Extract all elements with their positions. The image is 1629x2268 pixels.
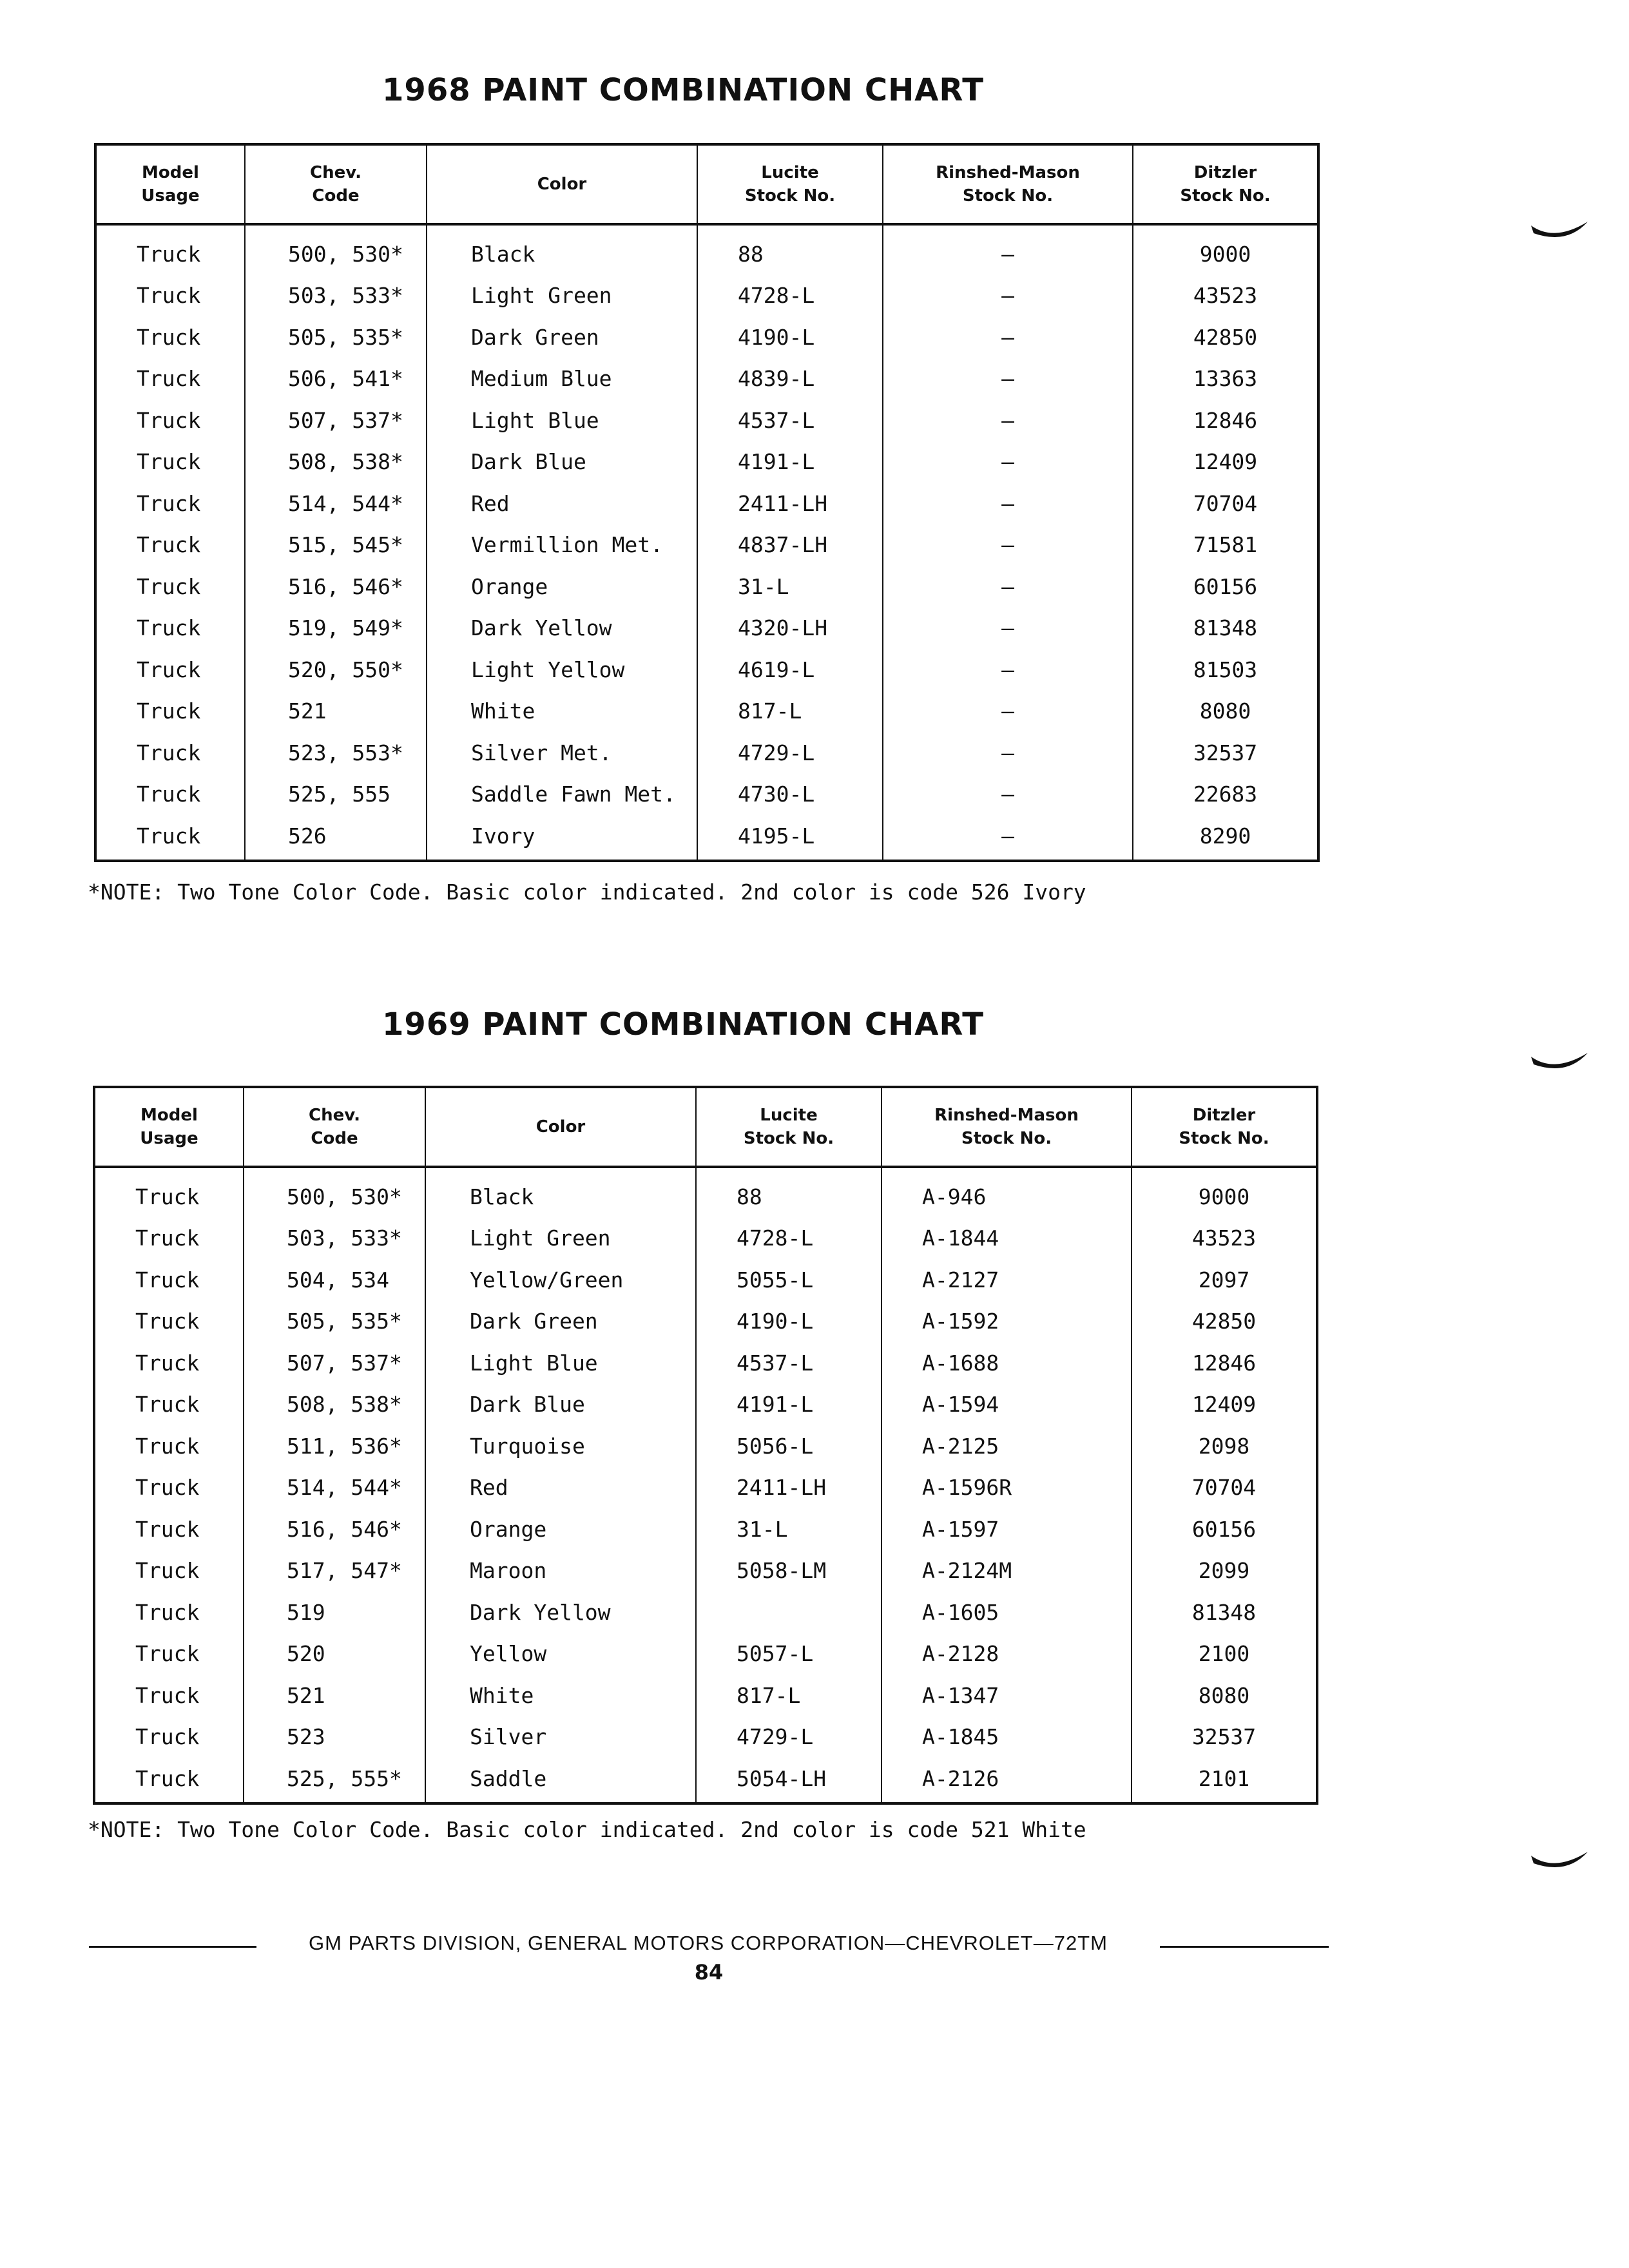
cell-chev-code: 520, 550* (245, 649, 427, 691)
cell-chev-code: 525, 555 (245, 774, 427, 816)
note-1969: *NOTE: Two Tone Color Code. Basic color indicated. 2nd color is code 521 White (88, 1817, 1086, 1842)
cell-lucite-stock: 4728-L (696, 1218, 882, 1260)
cell-ditzler-stock: 12409 (1132, 1384, 1317, 1426)
table-row (94, 1633, 1317, 1675)
cell-color: Light Green (427, 275, 697, 317)
table-row (94, 1384, 1317, 1426)
cell-color: Dark Blue (425, 1384, 696, 1426)
cell-chev-code: 504, 534 (244, 1259, 425, 1301)
cell-chev-code: 514, 544* (245, 483, 427, 524)
header-chev-code: Chev. Code (244, 1087, 425, 1167)
cell-ditzler-stock: 81503 (1133, 649, 1318, 691)
cell-lucite-stock: 31-L (697, 566, 883, 608)
cell-rinshed-mason-stock: — (883, 774, 1133, 816)
cell-lucite-stock: 4619-L (697, 649, 883, 691)
cell-chev-code: 506, 541* (245, 358, 427, 400)
cell-lucite-stock: 4729-L (696, 1716, 882, 1758)
cell-rinshed-mason-stock: — (883, 649, 1133, 691)
header-rinshed-mason: Rinshed-Mason Stock No. (882, 1087, 1132, 1167)
cell-color: Dark Yellow (427, 608, 697, 649)
table-row (95, 815, 1318, 861)
table-row (95, 224, 1318, 275)
cell-color: Dark Green (425, 1301, 696, 1343)
table-row (94, 1467, 1317, 1509)
paint-table-1968 (94, 143, 1320, 862)
table-row (95, 649, 1318, 691)
table-row (95, 774, 1318, 816)
table-header-row (94, 1087, 1317, 1167)
cell-model-usage: Truck (95, 691, 245, 733)
cell-rinshed-mason-stock: A-2124M (882, 1550, 1132, 1592)
cell-lucite-stock: 2411-LH (697, 483, 883, 524)
header-ditzler: Ditzler Stock No. (1133, 144, 1318, 224)
cell-chev-code: 507, 537* (244, 1342, 425, 1384)
page-number: 84 (694, 1960, 724, 1984)
table-row (95, 358, 1318, 400)
cell-color: Maroon (425, 1550, 696, 1592)
cell-ditzler-stock: 32537 (1133, 732, 1318, 774)
cell-color: White (427, 691, 697, 733)
cell-chev-code: 520 (244, 1633, 425, 1675)
cell-chev-code: 507, 537* (245, 399, 427, 441)
cell-lucite-stock: 4190-L (696, 1301, 882, 1343)
cell-color: Light Blue (427, 399, 697, 441)
cell-chev-code: 508, 538* (245, 441, 427, 483)
table-row (94, 1675, 1317, 1716)
cell-model-usage: Truck (95, 224, 245, 275)
cell-model-usage: Truck (94, 1384, 244, 1426)
table-row (95, 399, 1318, 441)
cell-model-usage: Truck (94, 1342, 244, 1384)
cell-ditzler-stock: 9000 (1132, 1167, 1317, 1218)
cell-lucite-stock: 5058-LM (696, 1550, 882, 1592)
cell-model-usage: Truck (94, 1633, 244, 1675)
cell-color: Dark Green (427, 316, 697, 358)
cell-model-usage: Truck (94, 1301, 244, 1343)
cell-ditzler-stock: 2100 (1132, 1633, 1317, 1675)
cell-color: Ivory (427, 815, 697, 861)
cell-chev-code: 525, 555* (244, 1758, 425, 1803)
table-row (94, 1550, 1317, 1592)
cell-lucite-stock: 4728-L (697, 275, 883, 317)
cell-ditzler-stock: 2101 (1132, 1758, 1317, 1803)
cell-ditzler-stock: 42850 (1133, 316, 1318, 358)
cell-rinshed-mason-stock: A-946 (882, 1167, 1132, 1218)
cell-chev-code: 514, 544* (244, 1467, 425, 1509)
cell-rinshed-mason-stock: A-2127 (882, 1259, 1132, 1301)
cell-lucite-stock: 4729-L (697, 732, 883, 774)
cell-chev-code: 517, 547* (244, 1550, 425, 1592)
cell-color: Turquoise (425, 1425, 696, 1467)
cell-rinshed-mason-stock: A-1844 (882, 1218, 1132, 1260)
cell-rinshed-mason-stock: — (883, 691, 1133, 733)
table-row (95, 566, 1318, 608)
cell-lucite-stock: 4191-L (697, 441, 883, 483)
cell-model-usage: Truck (94, 1716, 244, 1758)
cell-model-usage: Truck (95, 774, 245, 816)
cell-color: Black (427, 224, 697, 275)
table-row (94, 1425, 1317, 1467)
cell-color: Light Yellow (427, 649, 697, 691)
cell-chev-code: 515, 545* (245, 524, 427, 566)
chart-title-1969: 1969 PAINT COMBINATION CHART (382, 1006, 984, 1043)
chart-title-1968: 1968 PAINT COMBINATION CHART (382, 72, 984, 108)
cell-ditzler-stock: 9000 (1133, 224, 1318, 275)
cell-lucite-stock: 5056-L (696, 1425, 882, 1467)
table-body-1969 (94, 1167, 1317, 1803)
table-row (94, 1591, 1317, 1633)
cell-color: Light Blue (425, 1342, 696, 1384)
cell-chev-code: 503, 533* (244, 1218, 425, 1260)
cell-model-usage: Truck (95, 608, 245, 649)
cell-model-usage: Truck (94, 1259, 244, 1301)
cell-model-usage: Truck (95, 566, 245, 608)
cell-color: Black (425, 1167, 696, 1218)
cell-model-usage: Truck (95, 441, 245, 483)
cell-chev-code: 508, 538* (244, 1384, 425, 1426)
cell-color: Silver Met. (427, 732, 697, 774)
header-lucite: Lucite Stock No. (697, 144, 883, 224)
cell-model-usage: Truck (95, 815, 245, 861)
binding-hole-mark (1528, 1849, 1590, 1878)
note-1968: *NOTE: Two Tone Color Code. Basic color indicated. 2nd color is code 526 Ivory (88, 879, 1086, 905)
cell-lucite-stock: 4320-LH (697, 608, 883, 649)
table-row (94, 1218, 1317, 1260)
cell-chev-code: 500, 530* (245, 224, 427, 275)
cell-lucite-stock: 817-L (697, 691, 883, 733)
table-row (95, 275, 1318, 317)
cell-chev-code: 505, 535* (245, 316, 427, 358)
cell-rinshed-mason-stock: — (883, 316, 1133, 358)
cell-lucite-stock: 4837-LH (697, 524, 883, 566)
cell-lucite-stock: 817-L (696, 1675, 882, 1716)
cell-lucite-stock: 4190-L (697, 316, 883, 358)
cell-rinshed-mason-stock: — (883, 483, 1133, 524)
cell-ditzler-stock: 12409 (1133, 441, 1318, 483)
table-row (94, 1259, 1317, 1301)
cell-ditzler-stock: 81348 (1133, 608, 1318, 649)
paint-table-1969 (93, 1086, 1318, 1805)
cell-color: Silver (425, 1716, 696, 1758)
table-row (95, 691, 1318, 733)
cell-ditzler-stock: 71581 (1133, 524, 1318, 566)
table-row (94, 1167, 1317, 1218)
cell-model-usage: Truck (94, 1218, 244, 1260)
cell-chev-code: 523, 553* (245, 732, 427, 774)
cell-chev-code: 511, 536* (244, 1425, 425, 1467)
cell-rinshed-mason-stock: A-1596R (882, 1467, 1132, 1509)
cell-model-usage: Truck (95, 316, 245, 358)
cell-color: Dark Blue (427, 441, 697, 483)
cell-model-usage: Truck (95, 524, 245, 566)
cell-ditzler-stock: 42850 (1132, 1301, 1317, 1343)
cell-chev-code: 526 (245, 815, 427, 861)
table-row (94, 1508, 1317, 1550)
cell-color: Vermillion Met. (427, 524, 697, 566)
header-rinshed-mason: Rinshed-Mason Stock No. (883, 144, 1133, 224)
cell-ditzler-stock: 2099 (1132, 1550, 1317, 1592)
cell-rinshed-mason-stock: — (883, 566, 1133, 608)
cell-lucite-stock: 88 (696, 1167, 882, 1218)
cell-model-usage: Truck (94, 1167, 244, 1218)
cell-ditzler-stock: 12846 (1132, 1342, 1317, 1384)
cell-ditzler-stock: 60156 (1132, 1508, 1317, 1550)
cell-chev-code: 519 (244, 1591, 425, 1633)
cell-lucite-stock: 2411-LH (696, 1467, 882, 1509)
footer-rule-left (89, 1946, 256, 1948)
cell-ditzler-stock: 13363 (1133, 358, 1318, 400)
cell-color: Yellow (425, 1633, 696, 1675)
cell-lucite-stock (696, 1591, 882, 1633)
cell-lucite-stock: 88 (697, 224, 883, 275)
cell-model-usage: Truck (94, 1675, 244, 1716)
cell-rinshed-mason-stock: — (883, 608, 1133, 649)
table-row (94, 1301, 1317, 1343)
cell-chev-code: 519, 549* (245, 608, 427, 649)
table-row (94, 1342, 1317, 1384)
cell-rinshed-mason-stock: — (883, 275, 1133, 317)
cell-color: Saddle (425, 1758, 696, 1803)
cell-model-usage: Truck (94, 1591, 244, 1633)
cell-lucite-stock: 4191-L (696, 1384, 882, 1426)
cell-ditzler-stock: 43523 (1133, 275, 1318, 317)
cell-chev-code: 505, 535* (244, 1301, 425, 1343)
cell-chev-code: 521 (244, 1675, 425, 1716)
cell-rinshed-mason-stock: A-1605 (882, 1591, 1132, 1633)
binding-hole-mark (1528, 219, 1590, 247)
table-row (95, 524, 1318, 566)
cell-color: Dark Yellow (425, 1591, 696, 1633)
header-chev-code: Chev. Code (245, 144, 427, 224)
cell-ditzler-stock: 2098 (1132, 1425, 1317, 1467)
cell-ditzler-stock: 43523 (1132, 1218, 1317, 1260)
cell-model-usage: Truck (95, 399, 245, 441)
cell-lucite-stock: 5057-L (696, 1633, 882, 1675)
cell-rinshed-mason-stock: — (883, 732, 1133, 774)
cell-rinshed-mason-stock: A-2126 (882, 1758, 1132, 1803)
cell-rinshed-mason-stock: — (883, 399, 1133, 441)
cell-model-usage: Truck (94, 1758, 244, 1803)
cell-lucite-stock: 5054-LH (696, 1758, 882, 1803)
cell-chev-code: 516, 546* (244, 1508, 425, 1550)
cell-chev-code: 500, 530* (244, 1167, 425, 1218)
cell-ditzler-stock: 8080 (1132, 1675, 1317, 1716)
table-body-1968 (95, 224, 1318, 861)
cell-model-usage: Truck (94, 1425, 244, 1467)
cell-chev-code: 503, 533* (245, 275, 427, 317)
cell-color: Saddle Fawn Met. (427, 774, 697, 816)
cell-rinshed-mason-stock: A-2125 (882, 1425, 1132, 1467)
table-row (95, 608, 1318, 649)
cell-lucite-stock: 31-L (696, 1508, 882, 1550)
cell-ditzler-stock: 8080 (1133, 691, 1318, 733)
cell-model-usage: Truck (95, 649, 245, 691)
cell-rinshed-mason-stock: A-1594 (882, 1384, 1132, 1426)
cell-lucite-stock: 4839-L (697, 358, 883, 400)
cell-rinshed-mason-stock: A-1688 (882, 1342, 1132, 1384)
cell-lucite-stock: 4537-L (697, 399, 883, 441)
table-row (94, 1758, 1317, 1803)
cell-ditzler-stock: 2097 (1132, 1259, 1317, 1301)
header-lucite: Lucite Stock No. (696, 1087, 882, 1167)
cell-rinshed-mason-stock: — (883, 358, 1133, 400)
footer-rule-right (1160, 1946, 1329, 1948)
cell-ditzler-stock: 70704 (1133, 483, 1318, 524)
cell-color: Orange (425, 1508, 696, 1550)
cell-rinshed-mason-stock: A-1597 (882, 1508, 1132, 1550)
cell-chev-code: 516, 546* (245, 566, 427, 608)
cell-ditzler-stock: 12846 (1133, 399, 1318, 441)
cell-model-usage: Truck (95, 732, 245, 774)
header-color: Color (427, 144, 697, 224)
cell-ditzler-stock: 70704 (1132, 1467, 1317, 1509)
table-row (95, 316, 1318, 358)
footer-text: GM PARTS DIVISION, GENERAL MOTORS CORPORATION—CHEVROLET—72TM (309, 1932, 1108, 1954)
binding-hole-mark (1528, 1050, 1590, 1079)
cell-color: White (425, 1675, 696, 1716)
cell-ditzler-stock: 60156 (1133, 566, 1318, 608)
cell-rinshed-mason-stock: A-1592 (882, 1301, 1132, 1343)
cell-model-usage: Truck (95, 483, 245, 524)
cell-color: Yellow/Green (425, 1259, 696, 1301)
header-model-usage: Model Usage (95, 144, 245, 224)
cell-model-usage: Truck (95, 358, 245, 400)
cell-color: Medium Blue (427, 358, 697, 400)
cell-rinshed-mason-stock: — (883, 441, 1133, 483)
cell-lucite-stock: 5055-L (696, 1259, 882, 1301)
header-color: Color (425, 1087, 696, 1167)
cell-rinshed-mason-stock: — (883, 815, 1133, 861)
table-row (95, 483, 1318, 524)
cell-model-usage: Truck (94, 1467, 244, 1509)
cell-lucite-stock: 4537-L (696, 1342, 882, 1384)
cell-model-usage: Truck (94, 1508, 244, 1550)
cell-lucite-stock: 4730-L (697, 774, 883, 816)
cell-rinshed-mason-stock: — (883, 224, 1133, 275)
cell-rinshed-mason-stock: A-1845 (882, 1716, 1132, 1758)
cell-ditzler-stock: 81348 (1132, 1591, 1317, 1633)
cell-color: Red (425, 1467, 696, 1509)
cell-ditzler-stock: 22683 (1133, 774, 1318, 816)
cell-ditzler-stock: 8290 (1133, 815, 1318, 861)
table-row (95, 732, 1318, 774)
cell-chev-code: 523 (244, 1716, 425, 1758)
header-model-usage: Model Usage (94, 1087, 244, 1167)
table-row (94, 1716, 1317, 1758)
cell-model-usage: Truck (94, 1550, 244, 1592)
cell-ditzler-stock: 32537 (1132, 1716, 1317, 1758)
cell-rinshed-mason-stock: A-1347 (882, 1675, 1132, 1716)
cell-color: Light Green (425, 1218, 696, 1260)
cell-model-usage: Truck (95, 275, 245, 317)
cell-rinshed-mason-stock: — (883, 524, 1133, 566)
table-row (95, 441, 1318, 483)
cell-chev-code: 521 (245, 691, 427, 733)
header-ditzler: Ditzler Stock No. (1132, 1087, 1317, 1167)
table-header-row (95, 144, 1318, 224)
cell-lucite-stock: 4195-L (697, 815, 883, 861)
cell-rinshed-mason-stock: A-2128 (882, 1633, 1132, 1675)
cell-color: Red (427, 483, 697, 524)
cell-color: Orange (427, 566, 697, 608)
